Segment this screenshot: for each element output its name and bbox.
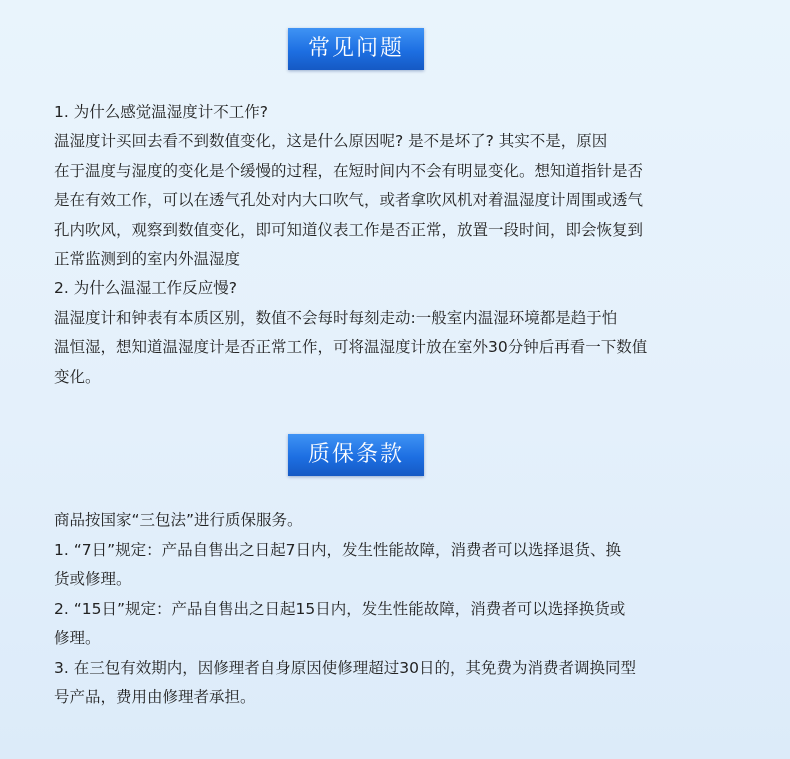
warranty-clause-2-cont: 修理。	[54, 629, 101, 647]
warranty-intro: 商品按国家“三包法”进行质保服务。	[54, 511, 303, 529]
faq-answer-2-line: 温恒湿，想知道温湿度计是否正常工作，可将温湿度计放在室外30分钟后再看一下数值	[54, 338, 648, 357]
faq-answer-1-line: 孔内吹风，观察到数值变化，即可知道仪表工作是否正常，放置一段时间，即会恢复到	[54, 220, 644, 239]
warranty-clause-2: 2. “15日”规定：产品自售出之日起15日内，发生性能故障，消费者可以选择换货或	[54, 599, 626, 618]
warranty-clause-3-cont: 号产品，费用由修理者承担。	[54, 688, 256, 706]
warranty-section-title: 质保条款	[288, 434, 424, 476]
warranty-clause-1: 1. “7日”规定：产品自售出之日起7日内，发生性能故障，消费者可以选择退货、换	[54, 540, 622, 559]
faq-content	[54, 98, 647, 392]
faq-answer-1-line: 温湿度计买回去看不到数值变化，这是什么原因呢? 是不是坏了? 其实不是，原因	[54, 132, 608, 151]
warranty-content	[54, 506, 636, 713]
faq-answer-2-line: 变化。	[54, 367, 101, 386]
faq-answer-2-line: 温湿度计和钟表有本质区别，数值不会每时每刻走动:一般室内温湿环境都是趋于怕	[54, 308, 618, 327]
warranty-clause-1-cont: 货或修理。	[54, 570, 132, 588]
faq-answer-1-line: 正常监测到的室内外温湿度	[54, 249, 241, 268]
faq-answer-1-line: 在于温度与湿度的变化是个缓慢的过程，在短时间内不会有明显变化。想知道指针是否	[54, 161, 644, 180]
faq-question-1: 1. 为什么感觉温湿度计不工作?	[54, 103, 268, 121]
warranty-clause-3: 3. 在三包有效期内，因修理者自身原因使修理超过30日的，其免费为消费者调换同型	[54, 658, 636, 677]
faq-question-2: 2. 为什么温湿工作反应慢?	[54, 279, 237, 298]
faq-answer-1-line: 是在有效工作，可以在透气孔处对内大口吹气，或者拿吹风机对着温湿度计周围或透气	[54, 191, 644, 210]
faq-section-title: 常见问题	[288, 28, 424, 70]
